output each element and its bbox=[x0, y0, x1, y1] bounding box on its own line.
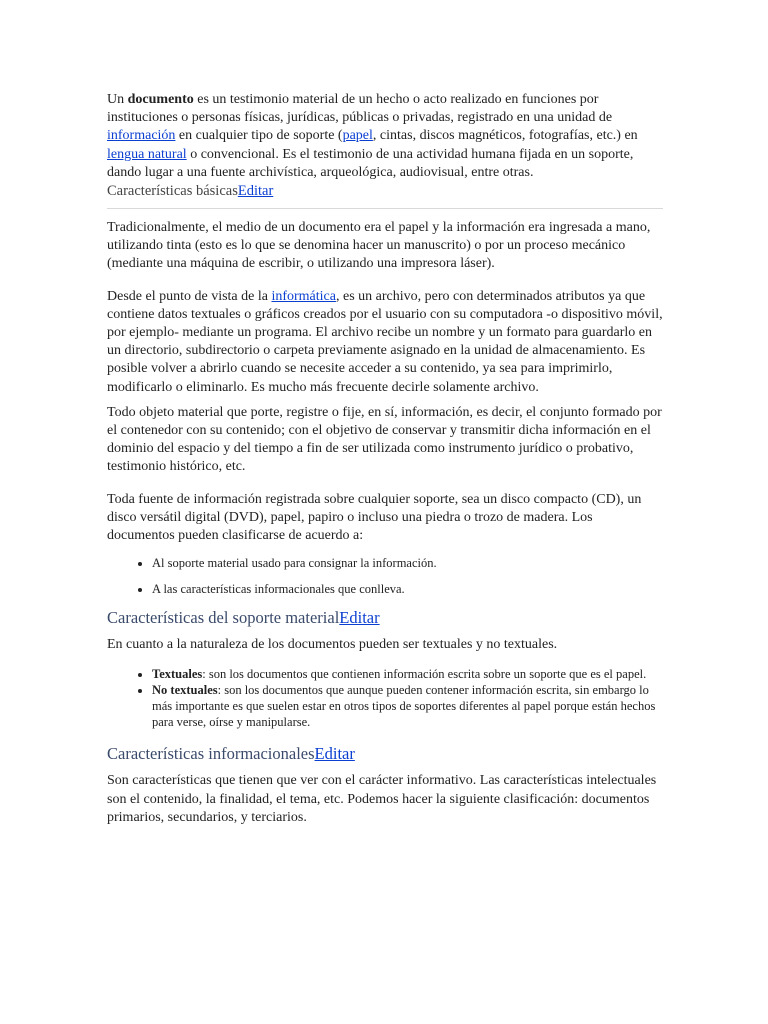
section-heading-soporte bbox=[107, 608, 663, 628]
intro-text: , cintas, discos magnéticos, fotografías, etc.) en bbox=[372, 128, 638, 144]
classification-list bbox=[107, 555, 663, 597]
intro-text: o convencional. Es el testimonio de una actividad humana fijada en un soporte, dando lugar a una fuente archivística, arqueológica, audiovisual, entre otras. bbox=[107, 146, 634, 180]
paragraph-fuente: Toda fuente de información registrada sobre cualquier soporte, sea un disco compacto (CD), un disco versátil digital (DVD), papel, papiro o incluso una piedra o trozo de madera. Los documentos pueden clasificarse de acuerdo a: bbox=[107, 491, 642, 544]
intro-paragraph bbox=[107, 91, 663, 182]
edit-link-informacionales[interactable]: Editar bbox=[314, 744, 355, 764]
paragraph-objeto: Todo objeto material que porte, registre o fije, en sí, información, es decir, el conjunto formado por el contenedor con su contenido; con el objetivo de conservar y transmitir dicha información en el dominio del espacio y del tiempo a fin de ser utilizada como instrumento jurídico o probativo, testimonio histórico, etc. bbox=[107, 404, 662, 475]
list-item: • A las características informacionales que conlleva. bbox=[152, 581, 663, 597]
document-page bbox=[107, 91, 663, 827]
edit-link-soporte[interactable]: Editar bbox=[339, 608, 380, 628]
term-no-textuales: No textuales bbox=[152, 683, 218, 698]
section-heading-basicas bbox=[107, 182, 663, 200]
link-informatica[interactable]: informática bbox=[271, 288, 336, 304]
link-informacion[interactable]: información bbox=[107, 128, 176, 144]
intro-text: Un bbox=[107, 92, 128, 107]
list-item bbox=[152, 682, 663, 730]
list-item: • Al soporte material usado para consignar la información. bbox=[152, 555, 663, 571]
section-heading-informacionales bbox=[107, 744, 663, 764]
link-papel[interactable]: papel bbox=[342, 128, 373, 144]
paragraph-informacionales: Son características que tienen que ver con el carácter informativo. Las características intelectuales son el contenido, la finalidad, el tema, etc. Podemos hacer la siguiente clasificación: documentos primarios, secundarios, y terciarios. bbox=[107, 773, 657, 825]
section-title: Características informacionales bbox=[107, 744, 315, 764]
intro-text: es un testimonio material de un hecho o acto realizado en funciones por instituciones o personas físicas, jurídicas, públicas o privadas, registrado en una unidad de bbox=[107, 92, 613, 126]
paragraph-text: , es un archivo, pero con determinados atributos ya que contiene datos textuales o gráficos creados por el usuario con su computadora -o dispositivo móvil, por ejemplo- mediante un programa. El archivo recibe un nombre y un formato para guardarlo en un directorio, subdirectorio o carpeta previamente asignado en la unidad de almacenamiento. Es posible volver a abrirlo cuando se necesite acceder a su contenido, ya sea para imprimirlo, modificarlo o eliminarlo. Es mucho más frecuente decirle solamente archivo. bbox=[107, 288, 663, 395]
section-title: Características básicas bbox=[107, 183, 238, 200]
edit-link-basicas[interactable]: Editar bbox=[237, 183, 274, 200]
paragraph-tradicional: Tradicionalmente, el medio de un documento era el papel y la información era ingresada a mano, utilizando tinta (esto es lo que se denomina hacer un manuscrito) o por un proceso mecánico (mediante una máquina de escribir, o utilizando una impresora láser). bbox=[107, 220, 651, 272]
term-textuales: Textuales bbox=[152, 667, 203, 682]
term-description: : son los documentos que aunque pueden contener información escrita, sin embargo lo más importante es que suelen estar en otros tipos de soportes diferentes al papel porque están hechos para verse, oírse y manipularse. bbox=[152, 683, 656, 730]
intro-text: en cualquier tipo de soporte ( bbox=[175, 128, 343, 144]
section-divider bbox=[107, 208, 663, 209]
list-item bbox=[152, 666, 663, 682]
section-title: Características del soporte material bbox=[107, 608, 340, 628]
paragraph-informatica bbox=[107, 288, 663, 397]
paragraph-soporte: En cuanto a la naturaleza de los documentos pueden ser textuales y no textuales. bbox=[107, 637, 558, 653]
paragraph-text: Desde el punto de vista de la bbox=[107, 288, 272, 304]
term-description: : son los documentos que contienen información escrita sobre un soporte que es el papel. bbox=[202, 667, 647, 682]
term-documento: documento bbox=[127, 92, 194, 107]
soporte-list bbox=[107, 666, 663, 730]
link-lengua-natural[interactable]: lengua natural bbox=[107, 146, 187, 162]
